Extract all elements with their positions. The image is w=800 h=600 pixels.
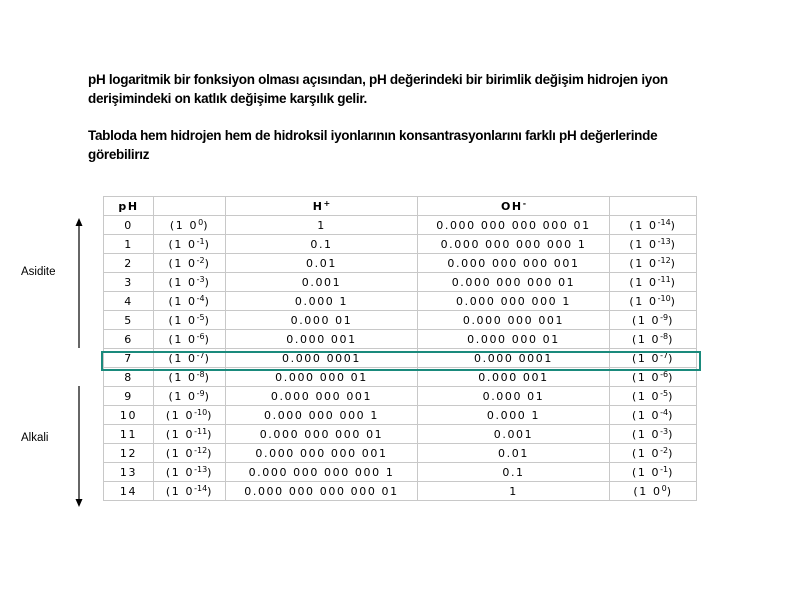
ph-value-cell: 0 (104, 216, 154, 235)
ph-value-cell: 1 (104, 235, 154, 254)
h-concentration-cell: 0.000 01 (226, 311, 418, 330)
ph-value-cell: 11 (104, 425, 154, 444)
oh-concentration-cell: 0.1 (418, 463, 610, 482)
oh-concentration-cell: 0.000 1 (418, 406, 610, 425)
table-row (104, 216, 697, 235)
h-concentration-cell: 0.01 (226, 254, 418, 273)
ph-table-body (104, 216, 697, 501)
h-concentration-cell: 0.001 (226, 273, 418, 292)
oh-concentration-column-header: OH- (418, 197, 610, 216)
h-exponent-cell: (1 $0^{-5}$) (154, 311, 226, 330)
table-row (104, 235, 697, 254)
ph-table-header-row (104, 197, 697, 216)
oh-exponent-cell: (1 $0^{-9}$) (610, 311, 697, 330)
ph-value-cell: 2 (104, 254, 154, 273)
table-row (104, 254, 697, 273)
oh-exponent-column-header (610, 197, 697, 216)
ph-value-cell: 8 (104, 368, 154, 387)
h-exponent-cell: (1 $0^0$) (154, 216, 226, 235)
oh-exponent-cell: (1 $0^{-1}$) (610, 463, 697, 482)
h-concentration-cell: 0.000 000 000 1 (226, 406, 418, 425)
table-row (104, 482, 697, 501)
table-row (104, 311, 697, 330)
h-exponent-cell: (1 $0^{-8}$) (154, 368, 226, 387)
oh-concentration-cell: 0.000 000 000 000 01 (418, 216, 610, 235)
h-exponent-cell: (1 $0^{-10}$) (154, 406, 226, 425)
intro-text (88, 70, 708, 182)
oh-exponent-cell: (1 $0^{-13}$) (610, 235, 697, 254)
ph-value-cell: 14 (104, 482, 154, 501)
table-row (104, 292, 697, 311)
oh-exponent-cell: (1 $0^{-12}$) (610, 254, 697, 273)
ph-value-cell: 9 (104, 387, 154, 406)
oh-concentration-cell: 0.000 000 000 000 1 (418, 235, 610, 254)
oh-exponent-cell: (1 $0^{-8}$) (610, 330, 697, 349)
h-concentration-cell: 0.000 1 (226, 292, 418, 311)
h-exponent-column-header (154, 197, 226, 216)
table-row (104, 463, 697, 482)
oh-exponent-cell: (1 $0^{-6}$) (610, 368, 697, 387)
ph-value-cell: 7 (104, 349, 154, 368)
table-row (104, 406, 697, 425)
oh-exponent-cell: (1 $0^{-3}$) (610, 425, 697, 444)
h-exponent-cell: (1 $0^{-3}$) (154, 273, 226, 292)
table-row (104, 368, 697, 387)
oh-concentration-cell: 0.000 000 000 1 (418, 292, 610, 311)
oh-concentration-cell: 0.000 01 (418, 387, 610, 406)
oh-exponent-cell: (1 $0^{-5}$) (610, 387, 697, 406)
h-exponent-cell: (1 $0^{-4}$) (154, 292, 226, 311)
h-exponent-cell: (1 $0^{-1}$) (154, 235, 226, 254)
ph-column-header: pH (104, 197, 154, 216)
table-row (104, 273, 697, 292)
h-exponent-cell: (1 $0^{-13}$) (154, 463, 226, 482)
oh-exponent-cell: (1 $0^{-14}$) (610, 216, 697, 235)
ph-value-cell: 10 (104, 406, 154, 425)
h-concentration-cell: 0.1 (226, 235, 418, 254)
intro-paragraph-1: pH logaritmik bir fonksiyon olması açısından, pH değerindeki bir birimlik değişim hidrojen iyon derişimindeki on katlık değişime karşılık gelir. (88, 72, 668, 106)
ph-value-cell: 5 (104, 311, 154, 330)
oh-concentration-cell: 0.000 000 000 001 (418, 254, 610, 273)
ph-value-cell: 12 (104, 444, 154, 463)
h-concentration-cell: 0.000 000 000 000 01 (226, 482, 418, 501)
ph-value-cell: 6 (104, 330, 154, 349)
ph-value-cell: 13 (104, 463, 154, 482)
oh-concentration-cell: 0.01 (418, 444, 610, 463)
alkalinity-arrow (74, 386, 84, 507)
ph-value-cell: 3 (104, 273, 154, 292)
h-concentration-cell: 0.000 001 (226, 330, 418, 349)
oh-concentration-cell: 0.000 000 01 (418, 330, 610, 349)
oh-concentration-cell: 0.000 001 (418, 368, 610, 387)
oh-concentration-cell: 0.000 000 000 01 (418, 273, 610, 292)
ph-value-cell: 4 (104, 292, 154, 311)
h-exponent-cell: (1 $0^{-9}$) (154, 387, 226, 406)
intro-paragraph-2: Tabloda hem hidrojen hem de hidroksil iyonlarının konsantrasyonlarını farklı pH değerlerinde görebilirız (88, 128, 658, 162)
table-row (104, 330, 697, 349)
table-row (104, 387, 697, 406)
h-exponent-cell: (1 $0^{-14}$) (154, 482, 226, 501)
h-concentration-cell: 0.000 000 000 001 (226, 444, 418, 463)
oh-exponent-cell: (1 $0^{-4}$) (610, 406, 697, 425)
h-concentration-cell: 0.000 000 01 (226, 368, 418, 387)
oh-concentration-cell: 0.000 000 001 (418, 311, 610, 330)
h-exponent-cell: (1 $0^{-6}$) (154, 330, 226, 349)
oh-concentration-cell: 0.001 (418, 425, 610, 444)
table-row (104, 425, 697, 444)
h-exponent-cell: (1 $0^{-11}$) (154, 425, 226, 444)
h-concentration-column-header: H+ (226, 197, 418, 216)
oh-exponent-cell: (1 $0^{-2}$) (610, 444, 697, 463)
alkalinity-label: Alkali (21, 432, 49, 444)
acidity-arrow (74, 218, 84, 348)
h-concentration-cell: 0.000 0001 (226, 349, 418, 368)
acidity-label: Asidite (21, 266, 56, 278)
h-concentration-cell: 1 (226, 216, 418, 235)
oh-exponent-cell: (1 $0^{-11}$) (610, 273, 697, 292)
oh-exponent-cell: (1 $0^0$) (610, 482, 697, 501)
table-row (104, 444, 697, 463)
ph-table (103, 196, 697, 501)
h-exponent-cell: (1 $0^{-2}$) (154, 254, 226, 273)
h-exponent-cell: (1 $0^{-12}$) (154, 444, 226, 463)
h-concentration-cell: 0.000 000 001 (226, 387, 418, 406)
oh-exponent-cell: (1 $0^{-7}$) (610, 349, 697, 368)
oh-exponent-cell: (1 $0^{-10}$) (610, 292, 697, 311)
oh-concentration-cell: 0.000 0001 (418, 349, 610, 368)
h-concentration-cell: 0.000 000 000 01 (226, 425, 418, 444)
h-exponent-cell: (1 $0^{-7}$) (154, 349, 226, 368)
oh-concentration-cell: 1 (418, 482, 610, 501)
h-concentration-cell: 0.000 000 000 000 1 (226, 463, 418, 482)
table-row (104, 349, 697, 368)
